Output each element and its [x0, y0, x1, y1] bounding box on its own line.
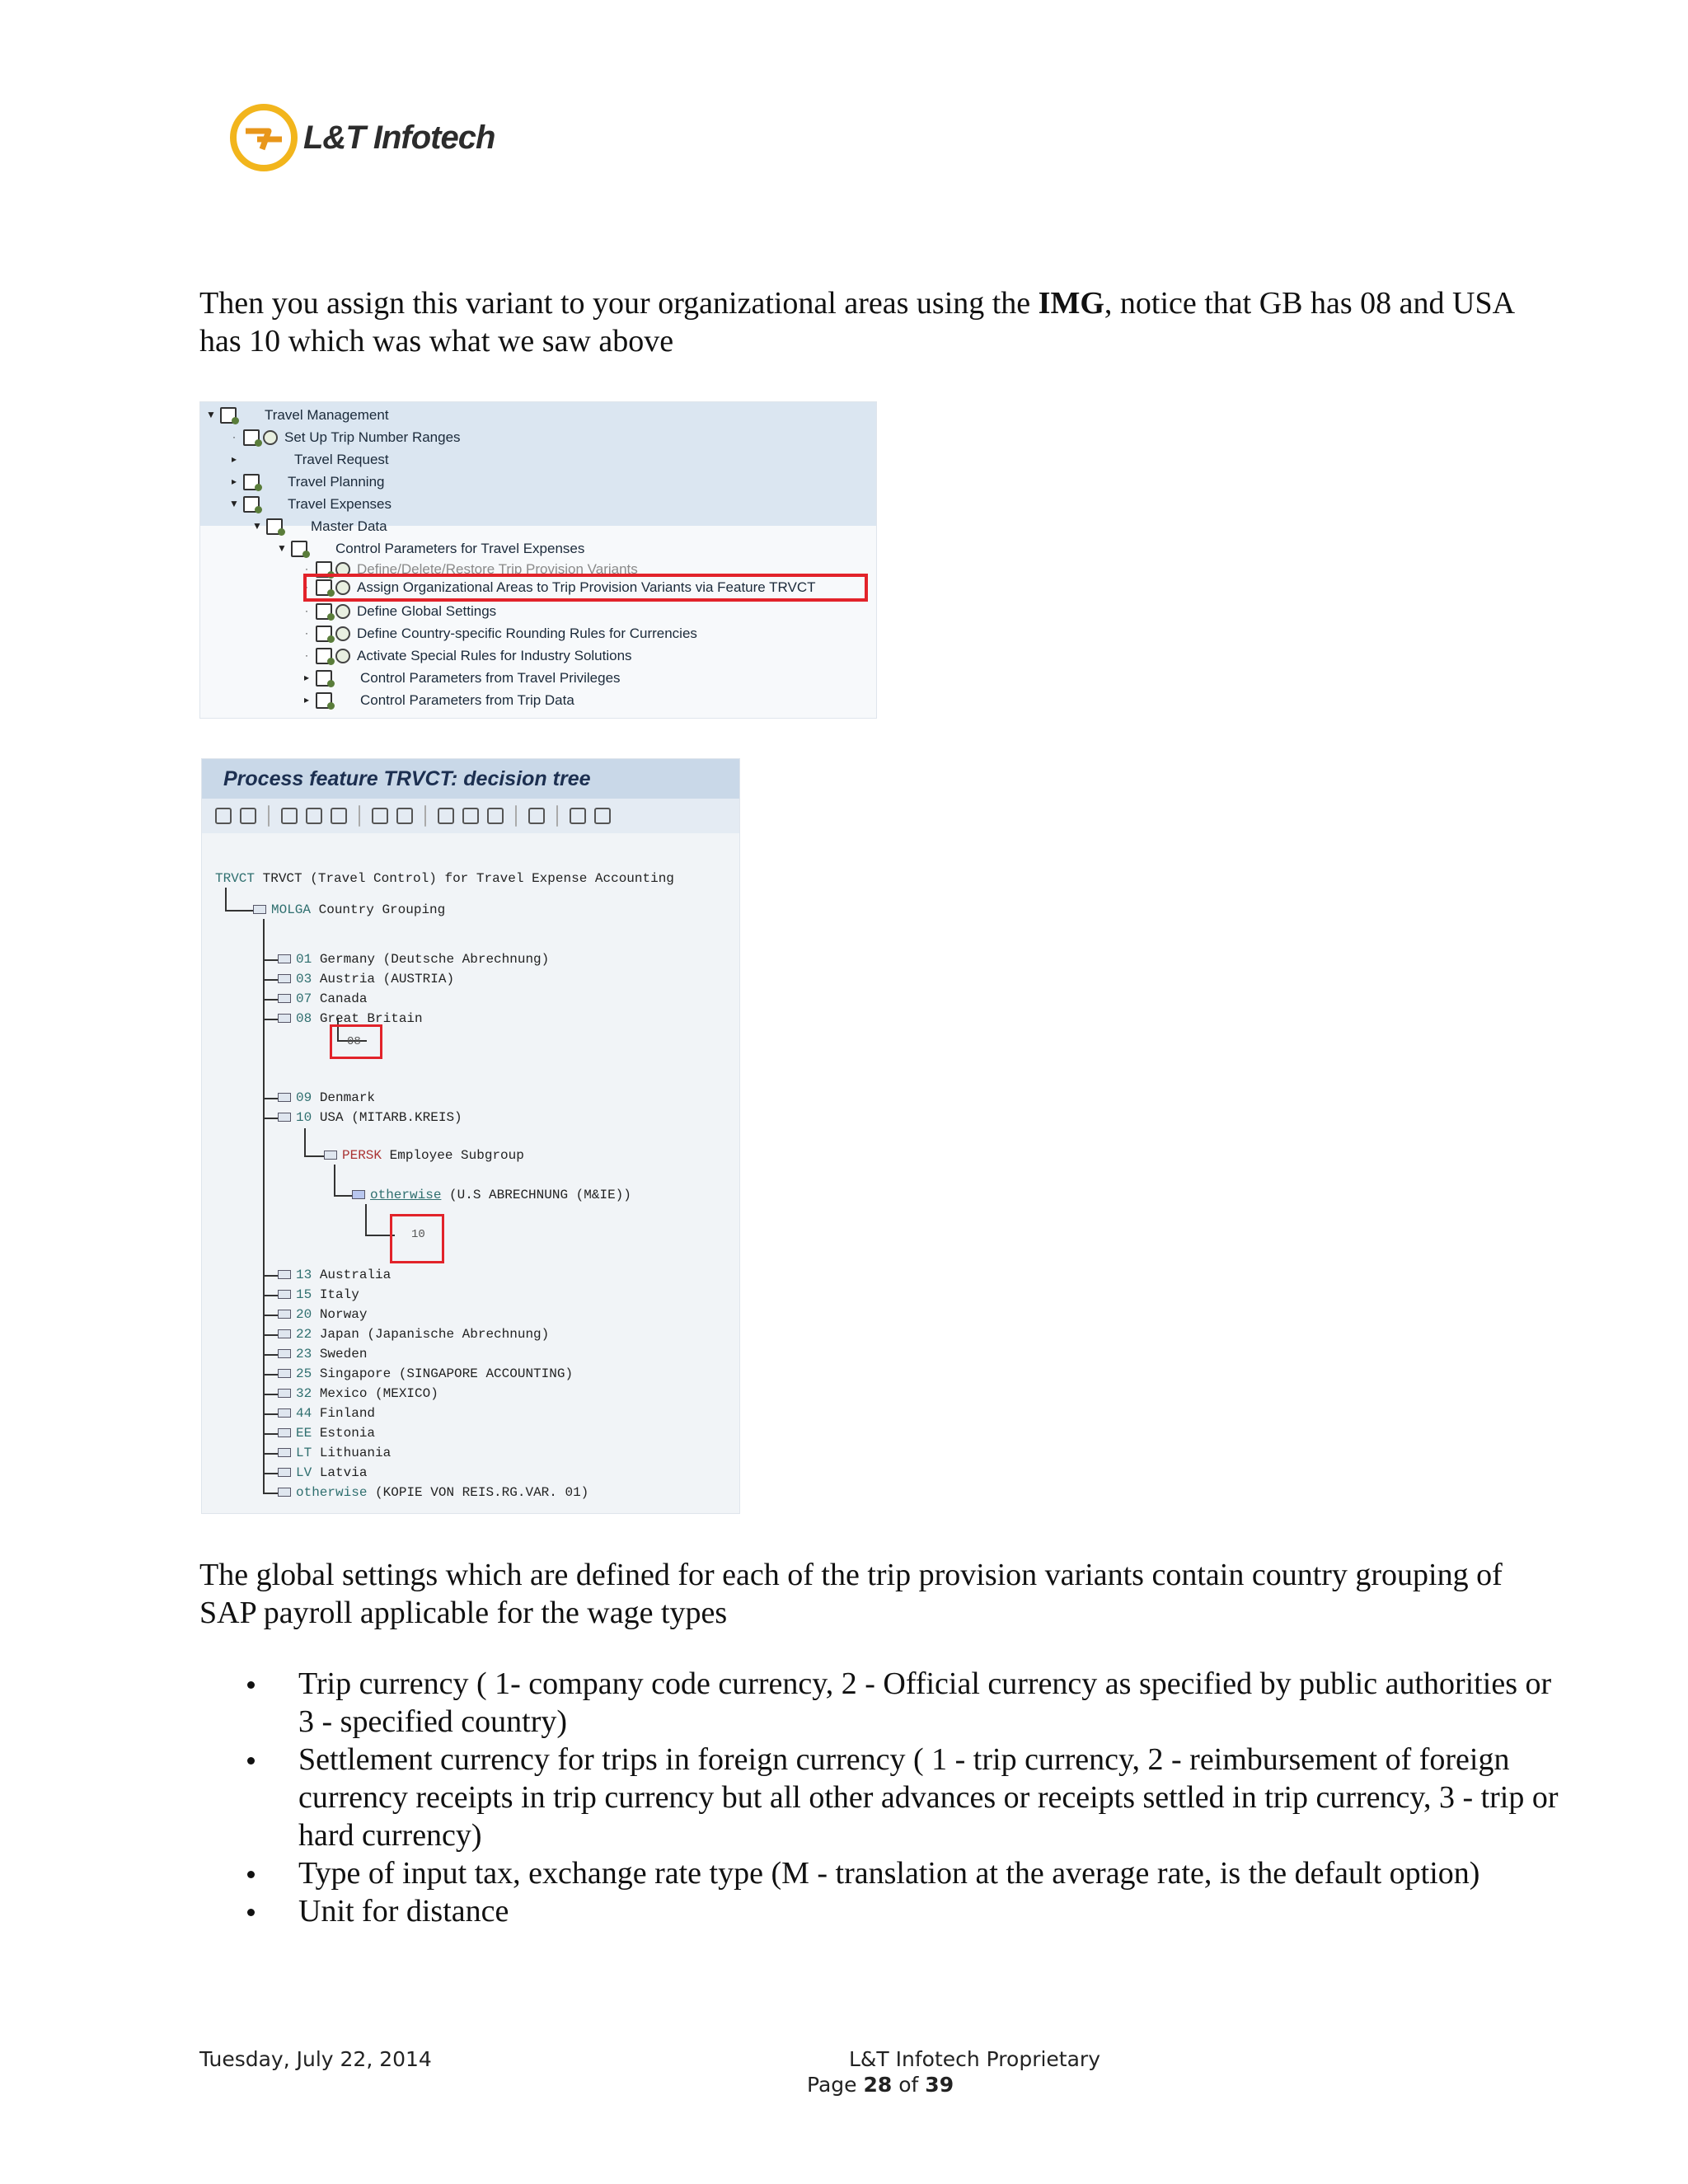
- clock-icon: [263, 430, 278, 445]
- decision-tree-screenshot: [201, 758, 740, 1514]
- tree-node[interactable]: ▸ Travel Request: [228, 448, 389, 471]
- intro-text-end: , notice that GB has 08 and USA has 10 which was what we saw above: [199, 286, 1513, 359]
- intro-paragraph: [199, 284, 1551, 360]
- country-node[interactable]: 44 Finland: [278, 1404, 375, 1422]
- intro-bold: IMG: [1038, 286, 1104, 321]
- paste-icon[interactable]: [487, 808, 504, 824]
- folder-icon: [278, 1408, 291, 1418]
- tree-node[interactable]: · Set Up Trip Number Ranges: [232, 429, 461, 445]
- tree-node-assign-org-areas[interactable]: · Assign Organizational Areas to Trip Provision Variants via Feature TRVCT: [305, 579, 816, 595]
- footer-page-number: Page 28 of 39: [807, 2073, 954, 2097]
- settings-bullet-list: [199, 1665, 1568, 1930]
- footer-date: Tuesday, July 22, 2014: [199, 2047, 432, 2071]
- bullet-item: Type of input tax, exchange rate type (M - translation at the average rate, is the default option): [199, 1854, 1568, 1892]
- document-icon: [316, 626, 332, 642]
- document-icon: [316, 603, 332, 620]
- expand-icon[interactable]: [570, 808, 586, 824]
- country-node[interactable]: 07 Canada: [278, 990, 367, 1008]
- folder-icon: [278, 1369, 291, 1378]
- bullet-dot-icon: [247, 1871, 255, 1878]
- country-node[interactable]: LT Lithuania: [278, 1444, 391, 1462]
- intro-text: Then you assign this variant to your organizational areas using the: [199, 286, 1039, 321]
- expanded-arrow-icon: ▼: [206, 409, 216, 420]
- expanded-arrow-icon: ▼: [277, 542, 287, 554]
- folder-icon: [278, 1113, 291, 1122]
- tree-node[interactable]: ▸ Control Parameters from Trip Data: [301, 689, 574, 711]
- root-node[interactable]: TRVCT TRVCT (Travel Control) for Travel Expense Accounting: [215, 871, 674, 886]
- document-icon: [316, 692, 332, 709]
- folder-icon: [278, 1468, 291, 1477]
- folder-icon: [324, 1151, 337, 1160]
- molga-node[interactable]: MOLGA Country Grouping: [253, 901, 445, 919]
- country-node[interactable]: 03 Austria (AUSTRIA): [278, 970, 454, 988]
- tree-node[interactable]: ▼ Travel Management: [205, 404, 389, 426]
- folder-icon: [278, 1349, 291, 1358]
- folder-icon: [278, 1270, 291, 1279]
- clock-icon: [335, 649, 350, 663]
- tree-node[interactable]: · Define Global Settings: [305, 603, 497, 619]
- decision-tree-title: Process feature TRVCT: decision tree: [202, 759, 739, 799]
- expanded-arrow-icon: ▼: [252, 520, 262, 532]
- highlight-box: [303, 574, 868, 602]
- folder-icon: [278, 974, 291, 983]
- otherwise-node[interactable]: otherwise (U.S ABRECHNUNG (M&IE)): [352, 1186, 631, 1204]
- folder-icon: [278, 1093, 291, 1102]
- bullet-item: Settlement currency for trips in foreign currency ( 1 - trip currency, 2 - reimbursement of foreign currency receipts in trip currency but all other advances or receipts settled in trip currency, 3 - trip or hard currency): [199, 1741, 1568, 1854]
- country-node[interactable]: LV Latvia: [278, 1464, 367, 1482]
- edit-icon[interactable]: [306, 808, 322, 824]
- folder-icon: [253, 905, 266, 914]
- save-icon[interactable]: [528, 808, 545, 824]
- bullet-dot-icon: [247, 1757, 255, 1765]
- country-node[interactable]: 15 Italy: [278, 1286, 359, 1304]
- country-node[interactable]: 13 Australia: [278, 1266, 391, 1284]
- tree-node[interactable]: ▸ Control Parameters from Travel Privileges: [301, 667, 621, 689]
- bullet-dot-icon: [247, 1909, 255, 1916]
- country-node[interactable]: 22 Japan (Japanische Abrechnung): [278, 1325, 549, 1343]
- usa-value: 10: [411, 1228, 425, 1241]
- bullet-dot-icon: [247, 1681, 255, 1689]
- collapse-icon[interactable]: [594, 808, 611, 824]
- folder-icon: [278, 1310, 291, 1319]
- document-icon: [243, 429, 260, 446]
- country-node[interactable]: otherwise (KOPIE VON REIS.RG.VAR. 01): [278, 1483, 588, 1502]
- folder-icon: [278, 1448, 291, 1457]
- country-node[interactable]: 01 Germany (Deutsche Abrechnung): [278, 950, 549, 968]
- copy-icon[interactable]: [462, 808, 479, 824]
- display-icon[interactable]: [240, 808, 256, 824]
- country-node[interactable]: 32 Mexico (MEXICO): [278, 1385, 438, 1403]
- folder-icon: [278, 1290, 291, 1299]
- document-icon: [266, 518, 283, 535]
- tree-node[interactable]: · Define/Delete/Restore Trip Provision Variants: [305, 561, 638, 577]
- footer-proprietary: L&T Infotech Proprietary: [849, 2047, 1101, 2071]
- collapsed-arrow-icon: ▸: [303, 694, 310, 705]
- collapsed-arrow-icon: ▸: [303, 672, 310, 683]
- global-settings-paragraph: The global settings which are defined for each of the trip provision variants contain country grouping of SAP payroll applicable for the wage types: [199, 1558, 1503, 1630]
- folder-icon: [352, 1190, 365, 1199]
- country-node[interactable]: 10 USA (MITARB.KREIS): [278, 1108, 462, 1127]
- country-node[interactable]: EE Estonia: [278, 1424, 375, 1442]
- collapsed-arrow-icon: ▸: [231, 476, 237, 487]
- country-node[interactable]: 25 Singapore (SINGAPORE ACCOUNTING): [278, 1365, 573, 1383]
- expanded-arrow-icon: ▼: [229, 498, 239, 509]
- tree-node[interactable]: · Activate Special Rules for Industry Solutions: [305, 648, 632, 663]
- create-icon[interactable]: [281, 808, 298, 824]
- document-icon: [316, 670, 332, 687]
- document-icon: [243, 474, 260, 490]
- check-icon[interactable]: [215, 808, 232, 824]
- tree-node[interactable]: ▼ Master Data: [251, 515, 387, 537]
- folder-icon: [278, 1389, 291, 1398]
- country-node[interactable]: 23 Sweden: [278, 1345, 367, 1363]
- tree-node[interactable]: ▼ Control Parameters for Travel Expenses: [276, 537, 584, 560]
- gb-value: 08: [347, 1035, 361, 1048]
- document-icon: [220, 407, 237, 424]
- tree-node[interactable]: ▼ Travel Expenses: [228, 493, 392, 515]
- folder-icon: [278, 1014, 291, 1023]
- delete-icon[interactable]: [331, 808, 347, 824]
- lt-logo-icon: [229, 103, 298, 172]
- folder-icon: [278, 954, 291, 963]
- folder-icon: [278, 1428, 291, 1437]
- logo-text: L&T Infotech: [303, 119, 495, 156]
- toolbar: [202, 799, 739, 833]
- document-icon: [316, 648, 332, 664]
- company-logo: [229, 103, 495, 172]
- country-node[interactable]: 08 Great Britain: [278, 1010, 423, 1028]
- hierarchy-icon[interactable]: [372, 808, 388, 824]
- bullet-item: Trip currency ( 1- company code currency, 2 - Official currency as specified by public authorities or 3 - specified country): [199, 1665, 1568, 1741]
- clock-icon: [335, 626, 350, 641]
- cut-icon[interactable]: [438, 808, 454, 824]
- img-tree-screenshot: [199, 401, 877, 719]
- tree-node[interactable]: · Define Country-specific Rounding Rules for Currencies: [305, 626, 697, 641]
- document-icon: [243, 496, 260, 513]
- country-node[interactable]: 20 Norway: [278, 1305, 367, 1324]
- persk-node[interactable]: PERSK Employee Subgroup: [324, 1146, 524, 1165]
- bullet-item: Unit for distance: [199, 1892, 1568, 1930]
- move-up-icon[interactable]: [396, 808, 413, 824]
- country-node[interactable]: 09 Denmark: [278, 1089, 375, 1107]
- folder-icon: [278, 1488, 291, 1497]
- document-icon: [291, 541, 307, 557]
- collapsed-arrow-icon: ▸: [231, 453, 237, 465]
- folder-icon: [278, 994, 291, 1003]
- folder-icon: [278, 1329, 291, 1338]
- clock-icon: [335, 604, 350, 619]
- tree-node[interactable]: ▸ Travel Planning: [228, 471, 385, 493]
